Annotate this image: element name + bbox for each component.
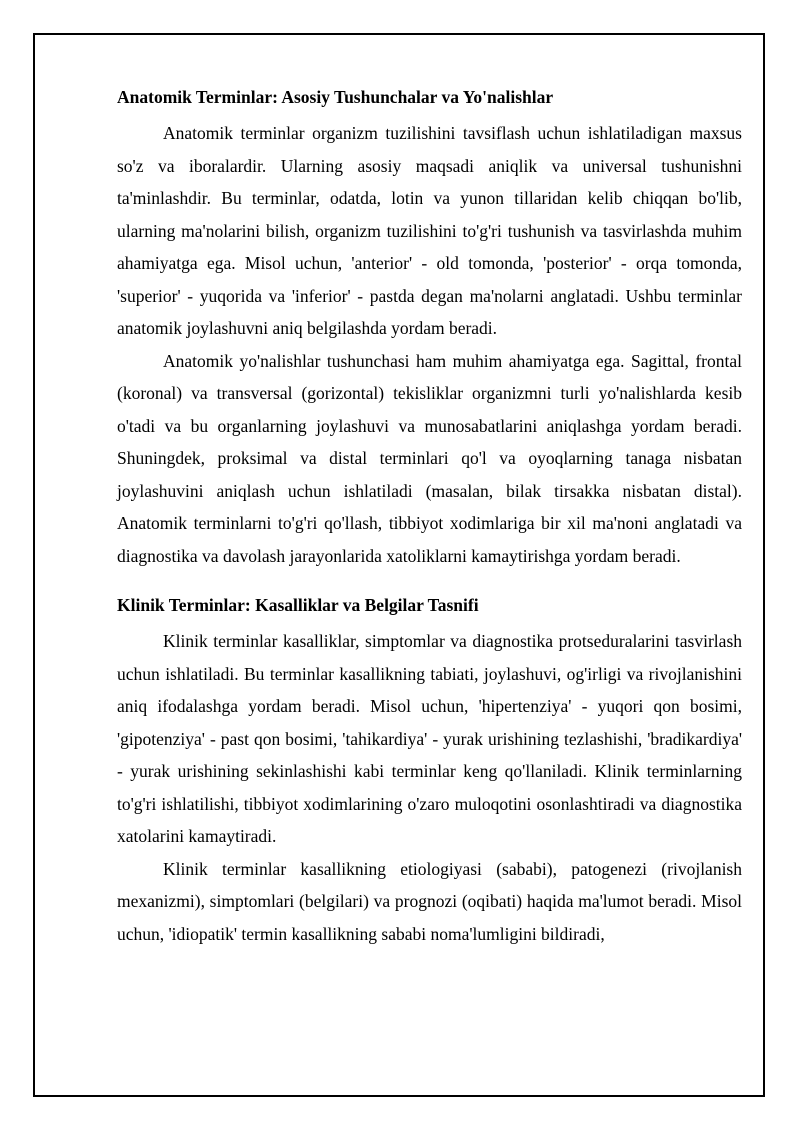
paragraph: Anatomik yo'nalishlar tushunchasi ham muhim ahamiyatga ega. Sagittal, frontal (koronal) va transversal (gorizontal) tekisliklar organizmni turli yo'nalishlarda kesib o'tadi va bu organlarning joylashuvi va munosabatlarini aniqlashga yordam beradi. Shuningdek, proksimal va distal terminlari qo'l va oyoqlarning tanaga nisbatan joylashuvini aniqlash uchun ishlatiladi (masalan, bilak tirsakka nisbatan distal). Anatomik terminlarni to'g'ri qo'llash, tibbiyot xodimlariga bir xil ma'noni anglatadi va diagnostika va davolash jarayonlarida xatoliklarni kamaytirishga yordam beradi. xyxy=(117,350,742,566)
paragraph: Klinik terminlar kasalliklar, simptomlar va diagnostika protseduralarini tasvirlash uchun ishlatiladi. Bu terminlar kasallikning tabiati, joylashuvi, og'irligi va rivojlanishini aniq ifodalashga yordam beradi. Misol uchun, 'hipertenziya' - yuqori qon bosimi, 'gipotenziya' - past qon bosimi, 'tahikardiya' - yurak urishining tezlashishi, 'bradikardiya' - yurak urishining sekinlashishi kabi terminlar keng qo'llaniladi. Klinik terminlarning to'g'ri ishlatilishi, tibbiyot xodimlarining o'zaro muloqotini osonlashtiradi va diagnostika xatolarini kamaytiradi. xyxy=(117,631,742,846)
paragraph: Anatomik terminlar organizm tuzilishini tavsiflash uchun ishlatiladigan maxsus so'z va iboralardir. Ularning asosiy maqsadi aniqlik va universal tushunishni ta'minlashdir. Bu terminlar, odatda, lotin va yunon tillaridan kelib chiqqan bo'lib, ularning ma'nolarini bilish, organizm tuzilishini to'g'ri tushunish va tasvirlashda muhim ahamiyatga ega. Misol uchun, 'anterior' - old tomonda, 'posterior' - orqa tomonda, 'superior' - yuqorida va 'inferior' - pastda degan ma'nolarni anglatadi. Ushbu terminlar anatomik joylashuvni aniq belgilashda yordam beradi. xyxy=(117,123,742,338)
section-heading-anatomik: Anatomik Terminlar: Asosiy Tushunchalar va Yo'nalishlar xyxy=(117,87,554,107)
section-heading-klinik: Klinik Terminlar: Kasalliklar va Belgilar Tasnifi xyxy=(117,595,479,615)
section-spacer xyxy=(117,572,742,592)
document-body xyxy=(117,84,742,950)
paragraph: Klinik terminlar kasallikning etiologiyasi (sababi), patogenezi (rivojlanish mexanizmi), simptomlari (belgilari) va prognozi (oqibati) haqida ma'lumot beradi. Misol uchun, 'idiopatik' termin kasallikning sababi noma'lumligini bildiradi, xyxy=(117,858,742,944)
